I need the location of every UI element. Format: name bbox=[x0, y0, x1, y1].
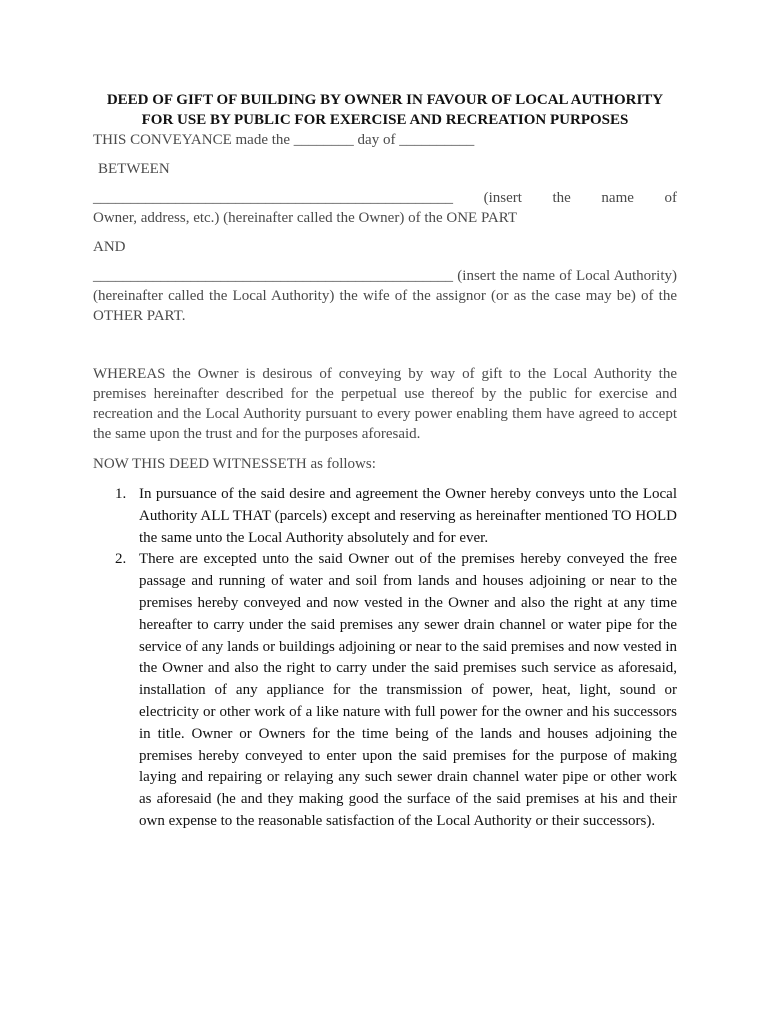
and-label: AND bbox=[93, 239, 126, 255]
clause-text: There are excepted unto the said Owner out of the premises hereby conveyed the free passage and running of water and soil from lands and houses adjoining or near to the premises hereby conveyed and now vested in the Owner and also the right at any time hereafter to carry under the said premises any sewer drain channel or water pipe for the service of any lands or buildings adjoining or near to the said premises and now vested in the Owner and also the right to carry under the said premises such service as aforesaid, installation of any appliance for the transmission of power, heat, light, sound or electricity or other work of a like nature with full power for the owner and his successors in title. Owner or Owners for the time being of the lands and houses adjoining the premises hereby conveyed to enter upon the said premises for the purpose of making laying and repairing or relaying any such sewer drain channel water pipe or other work as aforesaid (he and they making good the surface of the said premises at his and their own expense to the reasonable satisfaction of the Local Authority or their successors). bbox=[139, 551, 677, 829]
owner-line-1: ________________________________________________ (insert the name of bbox=[93, 190, 677, 206]
clause-item bbox=[93, 484, 677, 549]
between-label: BETWEEN bbox=[98, 161, 170, 177]
clause-list bbox=[93, 484, 677, 833]
witnesseth-line: NOW THIS DEED WITNESSETH as follows: bbox=[93, 456, 376, 472]
document-page bbox=[93, 90, 677, 833]
authority-paragraph: ________________________________________________ (insert the name of Local Authority) (hereinafter called the Local Authority) the wife of the assignor (or as the case may be) of the OTHER PART. bbox=[93, 268, 677, 324]
clause-item bbox=[93, 549, 677, 832]
clause-number: 2. bbox=[115, 551, 127, 568]
owner-line-2: Owner, address, etc.) (hereinafter called the Owner) of the ONE PART bbox=[93, 210, 518, 226]
clause-number: 1. bbox=[115, 486, 127, 502]
conveyance-line: THIS CONVEYANCE made the ________ day of __________ bbox=[93, 132, 475, 148]
document-title: DEED OF GIFT OF BUILDING BY OWNER IN FAVOUR OF LOCAL AUTHORITY FOR USE BY PUBLIC FOR EXERCISE AND RECREATION PURPOSES bbox=[106, 92, 664, 128]
clause-text: In pursuance of the said desire and agreement the Owner hereby conveys unto the Local Authority ALL THAT (parcels) except and reserving as hereinafter mentioned TO HOLD the same unto the Local Authority absolutely and for ever. bbox=[139, 486, 677, 546]
whereas-paragraph: WHEREAS the Owner is desirous of conveying by way of gift to the Local Authority the premises hereinafter described for the perpetual use thereof by the public for exercise and recreation and the Local Authority pursuant to every power enabling them have agreed to accept the same upon the trust and for the purposes aforesaid. bbox=[93, 366, 677, 442]
